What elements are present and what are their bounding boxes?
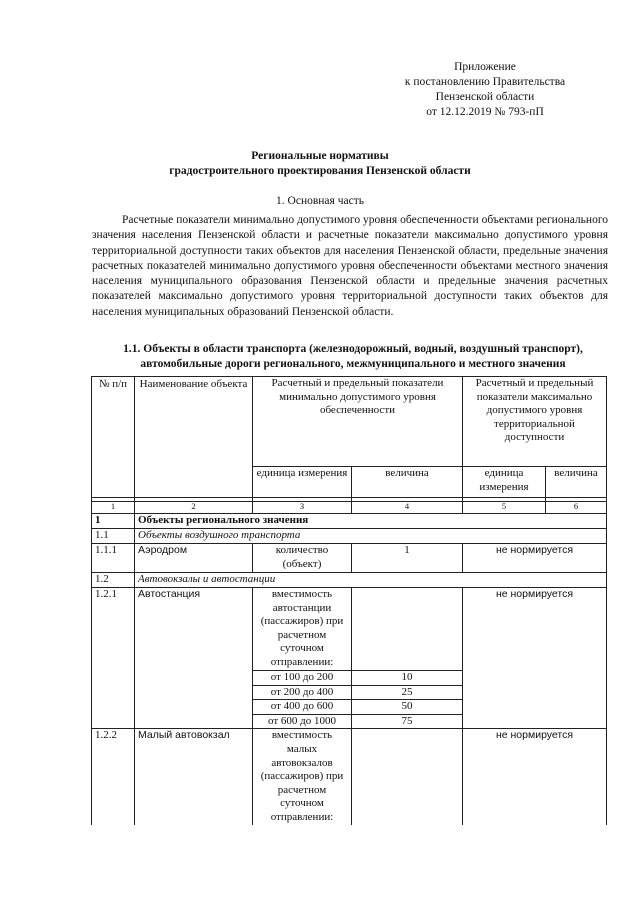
row-object-name: Автостанция [135,588,253,729]
row-object-name: Аэродром [135,544,253,573]
row-subsection-name: Автовокзалы и автостанции [135,573,607,588]
range-label: от 600 до 1000 [253,714,352,729]
row-num: 1.2.1 [92,588,135,729]
title-line: Региональные нормативы [251,150,389,162]
heading-line: 1.1. Объекты в области транспорта (железнодорожный, водный, воздушный транспорт), [123,343,583,355]
table-header-row [92,377,607,467]
col-number: 4 [352,502,463,514]
heading-line: автомобильные дороги регионального, межмуниципального и местного значения [140,358,566,370]
table-row [92,588,607,671]
row-max-value: не нормируется [463,729,607,826]
row-section-name: Объекты регионального значения [135,514,607,529]
row-max-value: не нормируется [463,544,607,573]
section-title: 1. Основная часть [276,195,364,207]
appendix-line: Пензенской области [435,91,535,103]
col-number: 6 [546,502,607,514]
row-num: 1.1 [92,529,135,544]
row-subsection-name: Объекты воздушного транспорта [135,529,607,544]
appendix-line: к постановлению Правительства [404,76,566,88]
header-name: Наименование объекта [135,377,253,498]
col-number: 2 [135,502,253,514]
title-line: градостроительного проектирования Пензенской области [169,165,471,177]
appendix-line: Приложение [454,61,516,73]
range-value: 25 [352,685,463,700]
subsection-heading [92,342,614,372]
row-num: 1 [92,514,135,529]
header-num: № п/п [92,377,135,498]
table-row-section [92,514,607,529]
range-value: 10 [352,671,463,686]
column-number-row [92,502,607,514]
table-row-subsection [92,529,607,544]
row-num: 1.2.2 [92,729,135,826]
row-max-value: не нормируется [463,588,607,729]
header-unit: единица измерения [253,467,352,498]
table-row-subsection [92,573,607,588]
document-title [0,149,640,179]
header-min-group: Расчетный и предельный показатели минимально допустимого уровня обеспеченности [253,377,463,467]
range-value: 75 [352,714,463,729]
appendix-date: от 12.12.2019 № 793-пП [426,106,544,118]
range-label: от 200 до 400 [253,685,352,700]
header-unit-2: единица измерения [463,467,546,498]
row-value [352,729,463,826]
norms-table [91,376,607,825]
row-unit: количество (объект) [253,544,352,573]
row-unit: вместимость автостанции (пассажиров) при расчетном суточном отправлении: [253,588,352,671]
row-value: 1 [352,544,463,573]
col-number: 5 [463,502,546,514]
intro-paragraph: Расчетные показатели минимально допустимого уровня обеспеченности объектами регионального значения населения Пензенской области и расчетные показатели максимально допустимого уровня территориальной доступности таких объектов для населения Пензенской области, предельные значения расчетных показателей минимально допустимого уровня обеспеченности объектами местного значения населения муниципального образования Пензенской области и предельные значения расчетных показателей максимально допустимого уровня территориальной доступности таких объектов для населения муниципальных образований Пензенской области. [92,214,608,318]
header-value-2: величина [546,467,607,498]
table-row [92,729,607,826]
row-unit: вместимость малых автовокзалов (пассажиров) при расчетном суточном отправлении: [253,729,352,826]
col-number: 3 [253,502,352,514]
appendix-block [380,60,590,120]
header-max-group: Расчетный и предельный показатели максимально допустимого уровня территориальной доступности [463,377,607,467]
row-num: 1.2 [92,573,135,588]
row-object-name: Малый автовокзал [135,729,253,826]
row-num: 1.1.1 [92,544,135,573]
range-label: от 100 до 200 [253,671,352,686]
col-number: 1 [92,502,135,514]
range-label: от 400 до 600 [253,700,352,715]
row-value [352,588,463,671]
table-row [92,544,607,573]
range-value: 50 [352,700,463,715]
header-value: величина [352,467,463,498]
